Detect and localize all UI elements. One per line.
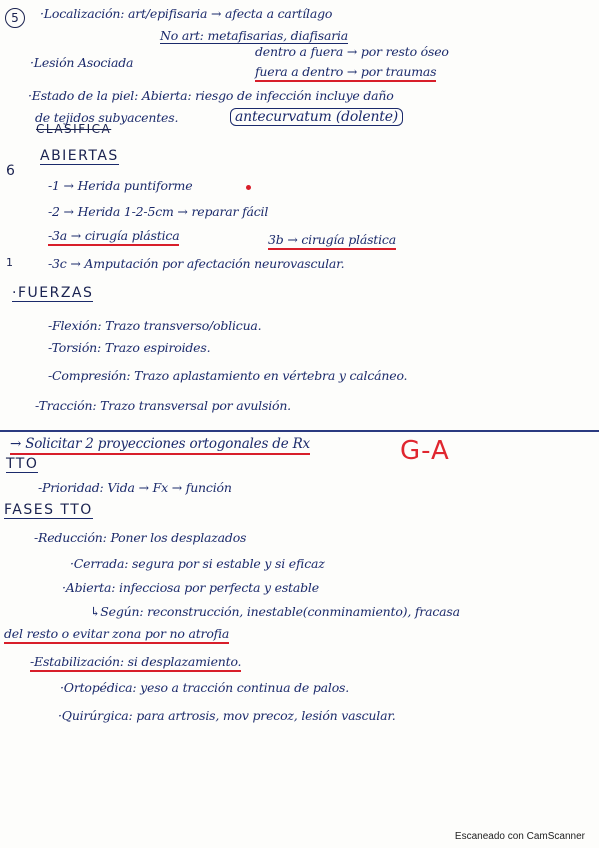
- note-line: -Tracción: Trazo transversal por avulsión.: [35, 398, 291, 413]
- note-line: ↳Según: reconstrucción, inestable(conminamiento), fracasa: [90, 604, 460, 619]
- note-line: ·Quirúrgica: para artrosis, mov precoz, lesión vascular.: [58, 708, 396, 723]
- note-line: ·Abierta: infecciosa por perfecta y estable: [62, 580, 319, 595]
- note-line: -Estabilización: si desplazamiento.: [30, 654, 241, 672]
- note-line: de tejidos subyacentes.: [35, 110, 179, 125]
- section-heading-fuerzas: ·FUERZAS: [12, 285, 94, 301]
- note-line: -1 → Herida puntiforme: [48, 178, 193, 193]
- note-line: -Flexión: Trazo transverso/oblicua.: [48, 318, 262, 333]
- section-number: 6: [6, 163, 15, 179]
- note-line: → Solicitar 2 proyecciones ortogonales de Rx: [10, 436, 310, 455]
- note-line: -3a → cirugía plástica: [48, 228, 179, 246]
- section-number-circle: 5: [5, 8, 25, 28]
- note-line: ·Localización: art/epifisaria → afecta a cartílago: [40, 6, 333, 21]
- note-line: ·Cerrada: segura por si estable y si eficaz: [70, 556, 325, 571]
- note-line: 3b → cirugía plástica: [268, 232, 396, 250]
- note-line: -Compresión: Trazo aplastamiento en vértebra y calcáneo.: [48, 368, 408, 383]
- note-line: ·Lesión Asociada: [30, 55, 134, 70]
- note-line: -3c → Amputación por afectación neurovascular.: [48, 256, 345, 271]
- note-line: ·Estado de la piel: Abierta: riesgo de infección incluye daño: [28, 88, 394, 103]
- struck-heading: CLASIFICA: [36, 122, 112, 136]
- section-heading-fases: FASES TTO: [4, 502, 93, 518]
- boxed-note: antecurvatum (dolente): [230, 108, 403, 126]
- note-line: fuera a dentro → por traumas: [255, 64, 436, 82]
- section-heading-abiertas: ABIERTAS: [40, 148, 119, 164]
- note-line: -2 → Herida 1-2-5cm → reparar fácil: [48, 204, 269, 219]
- note-line: No art: metafisarias, diafisaria: [160, 28, 349, 43]
- scanner-watermark: Escaneado con CamScanner: [454, 831, 585, 842]
- grade-mark: G-A: [400, 436, 450, 466]
- section-heading-tto: TTO: [6, 456, 39, 472]
- bullet-dot: [246, 185, 251, 190]
- margin-number: 1: [6, 256, 13, 269]
- note-line: ·Ortopédica: yeso a tracción continua de palos.: [60, 680, 350, 695]
- note-line: -Reducción: Poner los desplazados: [34, 530, 247, 545]
- note-line: del resto o evitar zona por no atrofia: [4, 626, 229, 644]
- divider: [0, 430, 599, 432]
- note-line: -Torsión: Trazo espiroides.: [48, 340, 211, 355]
- note-line: -Prioridad: Vida → Fx → función: [38, 480, 232, 495]
- note-line: dentro a fuera → por resto óseo: [255, 44, 449, 59]
